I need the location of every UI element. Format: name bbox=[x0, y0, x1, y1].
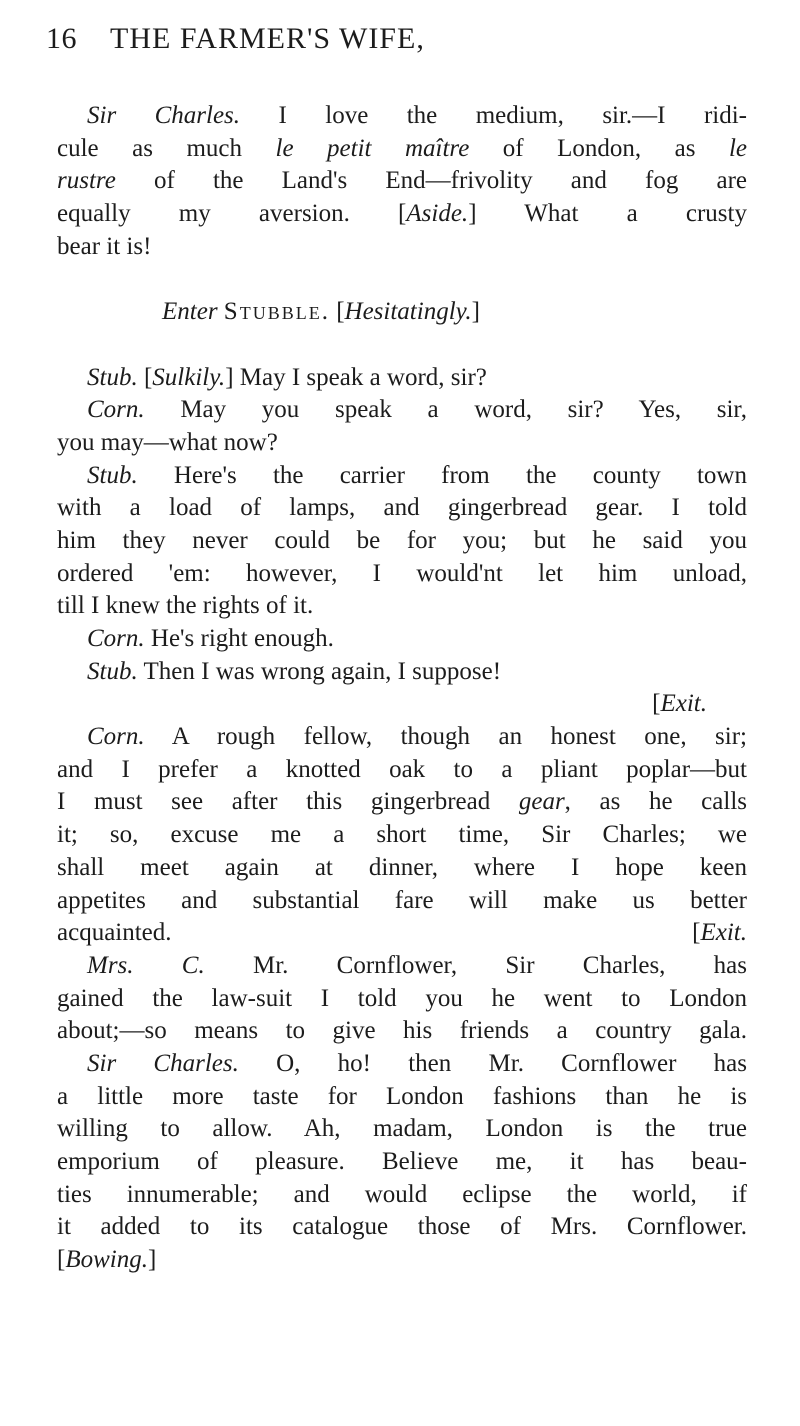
text-line bbox=[57, 1048, 747, 1081]
italic-text: Exit. bbox=[660, 690, 707, 718]
italic-text: rustre bbox=[57, 167, 116, 195]
text-segment: [ bbox=[692, 919, 701, 947]
italic-text: Stub. bbox=[87, 461, 138, 489]
text-line bbox=[57, 786, 747, 819]
text-line bbox=[57, 525, 747, 558]
text-segment: O, ho! then Mr. Cornflower has bbox=[238, 1049, 747, 1077]
text-segment: emporium of pleasure. Believe me, it has beau- bbox=[57, 1148, 747, 1175]
text-segment: May you speak a word, sir? Yes, sir, bbox=[144, 396, 747, 424]
text-line bbox=[57, 1211, 747, 1244]
blank-line bbox=[57, 329, 747, 362]
italic-text: Stub. bbox=[87, 657, 138, 685]
text-segment: [ bbox=[57, 1246, 66, 1274]
italic-text: Mrs. C. bbox=[87, 951, 205, 979]
text-line bbox=[57, 623, 747, 656]
text-line bbox=[57, 1113, 747, 1146]
text-segment: willing to allow. Ah, madam, London is the true bbox=[57, 1115, 747, 1143]
text-segment: you may—what now? bbox=[57, 428, 278, 456]
text-line bbox=[57, 983, 747, 1016]
text-segment: He's right enough. bbox=[144, 625, 334, 652]
text-segment: him they never could be for you; but he said you bbox=[57, 526, 747, 554]
text-segment: ] bbox=[147, 1246, 157, 1274]
text-line bbox=[57, 198, 747, 231]
italic-text: gear bbox=[518, 788, 565, 816]
text-line bbox=[57, 362, 747, 395]
text-segment: equally my aversion. [ bbox=[57, 200, 407, 228]
running-title: THE FARMER'S WIFE, bbox=[110, 22, 425, 55]
text-line bbox=[57, 558, 747, 591]
italic-text: Enter bbox=[162, 298, 218, 326]
italic-text: Corn. bbox=[87, 723, 145, 751]
text-line bbox=[57, 492, 747, 525]
text-line bbox=[57, 819, 747, 852]
text-segment: it added to its catalogue those of Mrs. Cornflower. bbox=[57, 1213, 747, 1241]
text-line bbox=[57, 394, 747, 427]
text-segment: , as he calls bbox=[564, 788, 747, 816]
text-line bbox=[57, 231, 747, 264]
italic-text: Bowing. bbox=[65, 1246, 148, 1274]
text-segment: A rough fellow, though an honest one, sir; bbox=[144, 723, 747, 751]
text-segment: acquainted. bbox=[57, 919, 172, 947]
text-segment: of London, as bbox=[469, 134, 729, 162]
italic-text: Sir Charles. bbox=[87, 1049, 239, 1077]
text-segment: gained the law-suit I told you he went to London bbox=[57, 984, 747, 1012]
text-segment: it; so, excuse me a short time, Sir Charles; we bbox=[57, 821, 747, 849]
text-segment: [ bbox=[329, 298, 345, 326]
text-segment: Then I was wrong again, I suppose! bbox=[137, 657, 502, 685]
text-segment: a little more taste for London fashions than he is bbox=[57, 1082, 747, 1110]
text-segment: Here's the carrier from the county town bbox=[137, 461, 747, 489]
text-line bbox=[57, 721, 747, 754]
text-line bbox=[57, 165, 747, 198]
text-segment: shall meet again at dinner, where I hope keen bbox=[57, 853, 747, 881]
page-number: 16 bbox=[46, 22, 77, 55]
italic-text: Sulkily. bbox=[152, 363, 226, 391]
text-segment: ties innumerable; and would eclipse the world, if bbox=[57, 1180, 747, 1208]
italic-text: le bbox=[728, 134, 747, 162]
text-segment: with a load of lamps, and gingerbread gear. I told bbox=[57, 494, 747, 522]
text-line bbox=[57, 100, 747, 133]
text-line bbox=[57, 917, 747, 950]
text-segment: I must see after this gingerbread bbox=[57, 788, 519, 816]
text-line bbox=[57, 1015, 747, 1048]
text-segment: [ bbox=[652, 690, 661, 718]
text-line bbox=[57, 1146, 747, 1179]
text-line bbox=[57, 754, 747, 787]
text-segment: ordered 'em: however, I would'nt let him unload, bbox=[57, 559, 747, 587]
text-segment: ] What a crusty bbox=[468, 200, 747, 228]
text-segment: appetites and substantial fare will make us better bbox=[57, 886, 747, 914]
text-segment: about;—so means to give his friends a country gala. bbox=[57, 1017, 747, 1045]
italic-text: le petit maître bbox=[275, 134, 470, 162]
italic-text: Sir Charles. bbox=[87, 102, 241, 129]
text-line bbox=[57, 427, 747, 460]
blank-line bbox=[57, 263, 747, 296]
text-segment: ] May I speak a word, sir? bbox=[225, 363, 487, 391]
text-segment: cule as much bbox=[57, 134, 276, 162]
italic-text: Stub. bbox=[87, 363, 138, 391]
italic-text: Corn. bbox=[87, 625, 145, 652]
text-line bbox=[57, 133, 747, 166]
italic-text: Aside. bbox=[406, 200, 469, 228]
text-segment: Stubble. bbox=[223, 298, 330, 326]
text-segment: till I knew the rights of it. bbox=[57, 592, 314, 620]
page-body-text bbox=[57, 100, 747, 1277]
text-line bbox=[57, 296, 747, 329]
italic-text: Exit. bbox=[700, 919, 747, 947]
text-line bbox=[57, 1081, 747, 1114]
text-segment: ] bbox=[471, 298, 480, 326]
text-line bbox=[57, 1179, 747, 1212]
running-header bbox=[46, 22, 746, 66]
text-segment: bear it is! bbox=[57, 232, 152, 260]
text-segment: of the Land's End—frivolity and fog are bbox=[115, 167, 747, 195]
text-line bbox=[57, 688, 747, 721]
text-line bbox=[57, 950, 747, 983]
text-segment: [ bbox=[137, 363, 153, 391]
text-line bbox=[57, 852, 747, 885]
text-line bbox=[57, 1244, 747, 1277]
italic-text: Corn. bbox=[87, 396, 145, 424]
text-line bbox=[57, 885, 747, 918]
text-segment bbox=[172, 919, 693, 946]
italic-text: Hesitatingly. bbox=[344, 298, 472, 326]
text-line bbox=[57, 590, 747, 623]
text-segment: and I prefer a knotted oak to a pliant poplar—but bbox=[57, 755, 747, 783]
text-segment: Mr. Cornflower, Sir Charles, has bbox=[204, 951, 747, 979]
text-line bbox=[57, 460, 747, 493]
text-segment: I love the medium, sir.—I ridi- bbox=[240, 102, 747, 129]
text-line bbox=[57, 656, 747, 689]
